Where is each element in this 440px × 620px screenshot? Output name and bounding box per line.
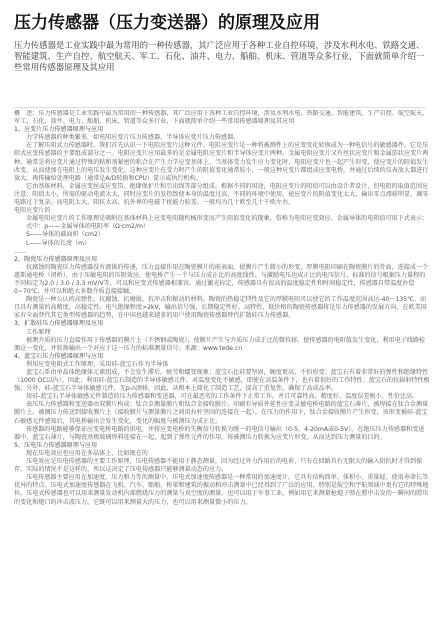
- section-heading: 3、扩散硅压力传感器原理及应用: [14, 320, 104, 328]
- body-paragraph: 传感器的电路能够保证应变电桥电路的供电，并将应变电桥的失衡信号转换为统一的电信号输出（0-5，4-20mA或0-5V）。在绝压压力传感器和变送器中，蓝宝石薄片，与陶瓷基极玻璃焊料连接在一起，起到了弹性元件的作用，将被测压力转换为应变片形变，从而达到压力测量的目的。: [14, 425, 425, 441]
- body-paragraph: 抗腐蚀的陶瓷压力传感器没有液体的传递，压力直接作用在陶瓷膜片的前表面，使膜片产生微小的形变，厚膜电阻印刷在陶瓷膜片的背面，连接成一个惠斯通电桥（闭桥），由于压敏电阻的压阻效应，使电桥产生一个与压力成正比的高度线性、与激励电压也成正比的电压信号，标准的信号根据压力量程的不同标定为2.0 / 3.0 / 3.3 mV/V等，可以和应变式传感器相兼容。通过激光标定，传感器具有很高的温度稳定性和时间稳定性，传感器自带温度补偿0~70℃，并可以和绝大多数介质直接接触。: [14, 263, 429, 296]
- body-paragraph: 现在压电效应也应用在多晶体上，比如现在的: [26, 449, 148, 457]
- section-heading: 1、应变片压力传感器原理与应用: [14, 126, 104, 134]
- body-paragraph: S——导体的截面积（cm2）: [26, 231, 104, 239]
- body-paragraph: 金属电阻应变片的工作原理是吸附在基体材料上应变电阻随机械形变而产生阻值变化的现象，俗称为电阻应变效应。金属导体的电阻值可用下式表示：: [26, 215, 429, 223]
- body-paragraph: 在了解压阻式力传感器时，我们首先认识一下电阻应变片这种元件。电阻应变片是一种将被测件上的应变变化转换成为一种电信号的敏感器件。它是压阻式应变传感器的主要组成部分之一。电阻应变片应用最多的是金属电阻应变片和半导体应变片两种。金属电阻应变片又有丝状应变片和金属箔状应变片两种。通常是将应变片通过特殊的粘和剂紧密的粘合在产生力学应变基体上，当基体受力发生应力变化时，电阻应变片也一起产生形变，使应变片的阻值发生改变，从而使加在电阻上的电压发生变化。这种应变片在受力时产生的阻值变化通常较小，一般这种应变片都组成应变电桥，并通过后续的仪表放大器进行放大，再传输给处理电路（通常是A/D转换和CPU）显示或执行机构。: [14, 142, 429, 182]
- body-paragraph: 陶瓷是一种公认的高弹性、抗腐蚀、抗磨损、抗冲击和振动的材料。陶瓷的热稳定特性及它的厚膜电阻可以使它的工作温度范围高达-40～135℃，而且具有测量的高精度、高稳定性。电气绝缘程度>2kV，输出信号强，长期稳定性好。高特性，低价格的陶瓷传感器将是压力传感器的发展方向，在欧美国家有全面替代其它类型传感器的趋势，在中国也越来越多的用户使用陶瓷传感器替代扩散硅压力传感器。: [14, 296, 427, 320]
- body-paragraph: 利用应变电阻式工作原理，采用硅-蓝宝石作为半导体: [26, 360, 169, 368]
- article-body: [14, 110, 430, 618]
- body-paragraph: 概 述：压力传感器是工业实践中最为常用的一种传感器，其广泛应用于各种工业自控环境，涉及水利水电、铁路交通、智能建筑、生产自控、航空航天、军工、石化、油井、电力、船舶、机床、管道等众多行业，下面就简单介绍一些常用传感器原理及其应用: [14, 110, 429, 126]
- divider: [14, 107, 426, 108]
- body-paragraph: 表压压力传感器和变送器由双膜片构成：钛合金测量膜片和钛合金接收膜片。印刷有异质外延性应变灵敏电桥电路的蓝宝石薄片，被焊接在钛合金测量膜片上。被测压力传送到接收膜片上（接收膜片与测量膜片之间用拉杆坚固的连接在一起）。在压力的作用下，钛合金接收膜片产生形变，该形变被硅-蓝宝石敏感元件感知后，其电桥输出会发生变化，变化的幅度与被测压力成正比。: [14, 401, 429, 425]
- body-paragraph: 它由基体材料、金属应变丝或应变箔、绝缘保护片和引出线等部分组成。根据不同的用途，电阻应变片的阻值可以由设计者设计，但电阻的取值范围应注意：阻值太小，所需的驱动电流太大，同时应变片的发热致使本身的温度过高，不同的环境中使用，使应变片的阻值变化太大，输出零点漂移明显，调零电路过于复杂。而电阻太大，阻抗太高，抗外界的电磁干扰能力较差。一般均为几十欧至几十千欧左右。: [14, 182, 429, 207]
- body-paragraph: 压电传感器主要应用在加速度、压力和力等的测量中。压电式加速度传感器是一种常用的加速度计。它具有结构简单、体积小、重量轻、使用寿命长等优异的特点。压电式加速度传感器在飞机、汽车、船舶、桥梁和建筑的振动和冲击测量中已经得到了广泛的应用，特别是航空和宇航领域中更有它的特殊地位。压电式传感器也可以用来测量发动机内部燃烧压力的测量与真空度的测量。也可以用于军事工业，例如用它来测量枪炮子弹在膛中击发的一瞬间的膛压的变化和炮口的冲击波压力。它既可以用来测量大的压力，也可以用来测量微小的压力。: [14, 474, 429, 506]
- section-heading: 5、压电压力传感器原理与应用: [14, 441, 98, 449]
- intro-paragraph: 压力传感器是工业实践中最为常用的一种传感器，其广泛应用于各种工业自控环境，涉及水利水电、铁路交通、智能建筑、生产自控、航空航天、军工、石化、油井、电力、船舶、机床、管道等众多行业，下面就简单介绍一些常用传感器原理及其应用: [14, 40, 425, 73]
- body-paragraph: L——导体的长度（m）: [26, 239, 91, 247]
- section-heading: 2、陶瓷压力传感器原理及应用: [14, 255, 98, 263]
- body-paragraph: 工作原理: [26, 328, 51, 336]
- body-paragraph: 式中：ρ——金属导体的电阻率（Ω·cm2/m）: [26, 223, 150, 231]
- body-paragraph: 压电效应是压电传感器的主要工作原理，压电传感器不能用于静态测量，因为经过外力作用后的电荷，只有在回路具有无限大的输入阻抗时才得到保存。实际的情况不是这样的，所以这决定了压电传感器只能够测量动态的应力。: [14, 458, 423, 474]
- section-heading: 4、蓝宝石压力传感器原理与应用: [14, 352, 104, 360]
- page-title: 压力传感器（压力变送器）的原理及应用: [14, 13, 320, 33]
- body-paragraph: 力学传感器的种类繁多，如电阻应变片压力传感器、半导体应变片压力传感器、: [26, 134, 240, 142]
- body-paragraph: 被测介质的压力直接作用于传感器的膜片上（不锈钢或陶瓷），使膜片产生与介质压力成正比的微位移，使传感器的电阻值发生变化，利用电子线路检测这一变化，并转换输出一个对应于这一压力的标准测量信号。来源：www.tede.cn: [14, 336, 426, 352]
- body-paragraph: ……: [14, 247, 27, 255]
- body-paragraph: 用硅-蓝宝石半导体敏感元件制造的压力传感器和变送器，可在最恶劣的工作条件下正常工作，并且可靠性高、精度好、温度误差极小、性价比高。: [26, 393, 419, 401]
- body-paragraph: 电阻应变片的: [14, 207, 51, 215]
- body-paragraph: 蓝宝石系由单晶体绝缘体元素组成，不会发生滞后、疲劳和蠕变现象；蓝宝石比硅要坚固，硬度更高，不怕形变；蓝宝石有着非常好的弹性和绝缘特性（1000 OC以内），因此，利用硅-蓝宝石制造的半导体敏感元件，对温度变化不敏感，即使在高温条件下，也有着很好的工作特性；蓝宝石的抗辐射特性极强；另外，硅-蓝宝石半导体敏感元件，无p-n漂移，因此，从根本上简化了制造工艺，提高了重复性，确保了高成品率。: [14, 369, 430, 393]
